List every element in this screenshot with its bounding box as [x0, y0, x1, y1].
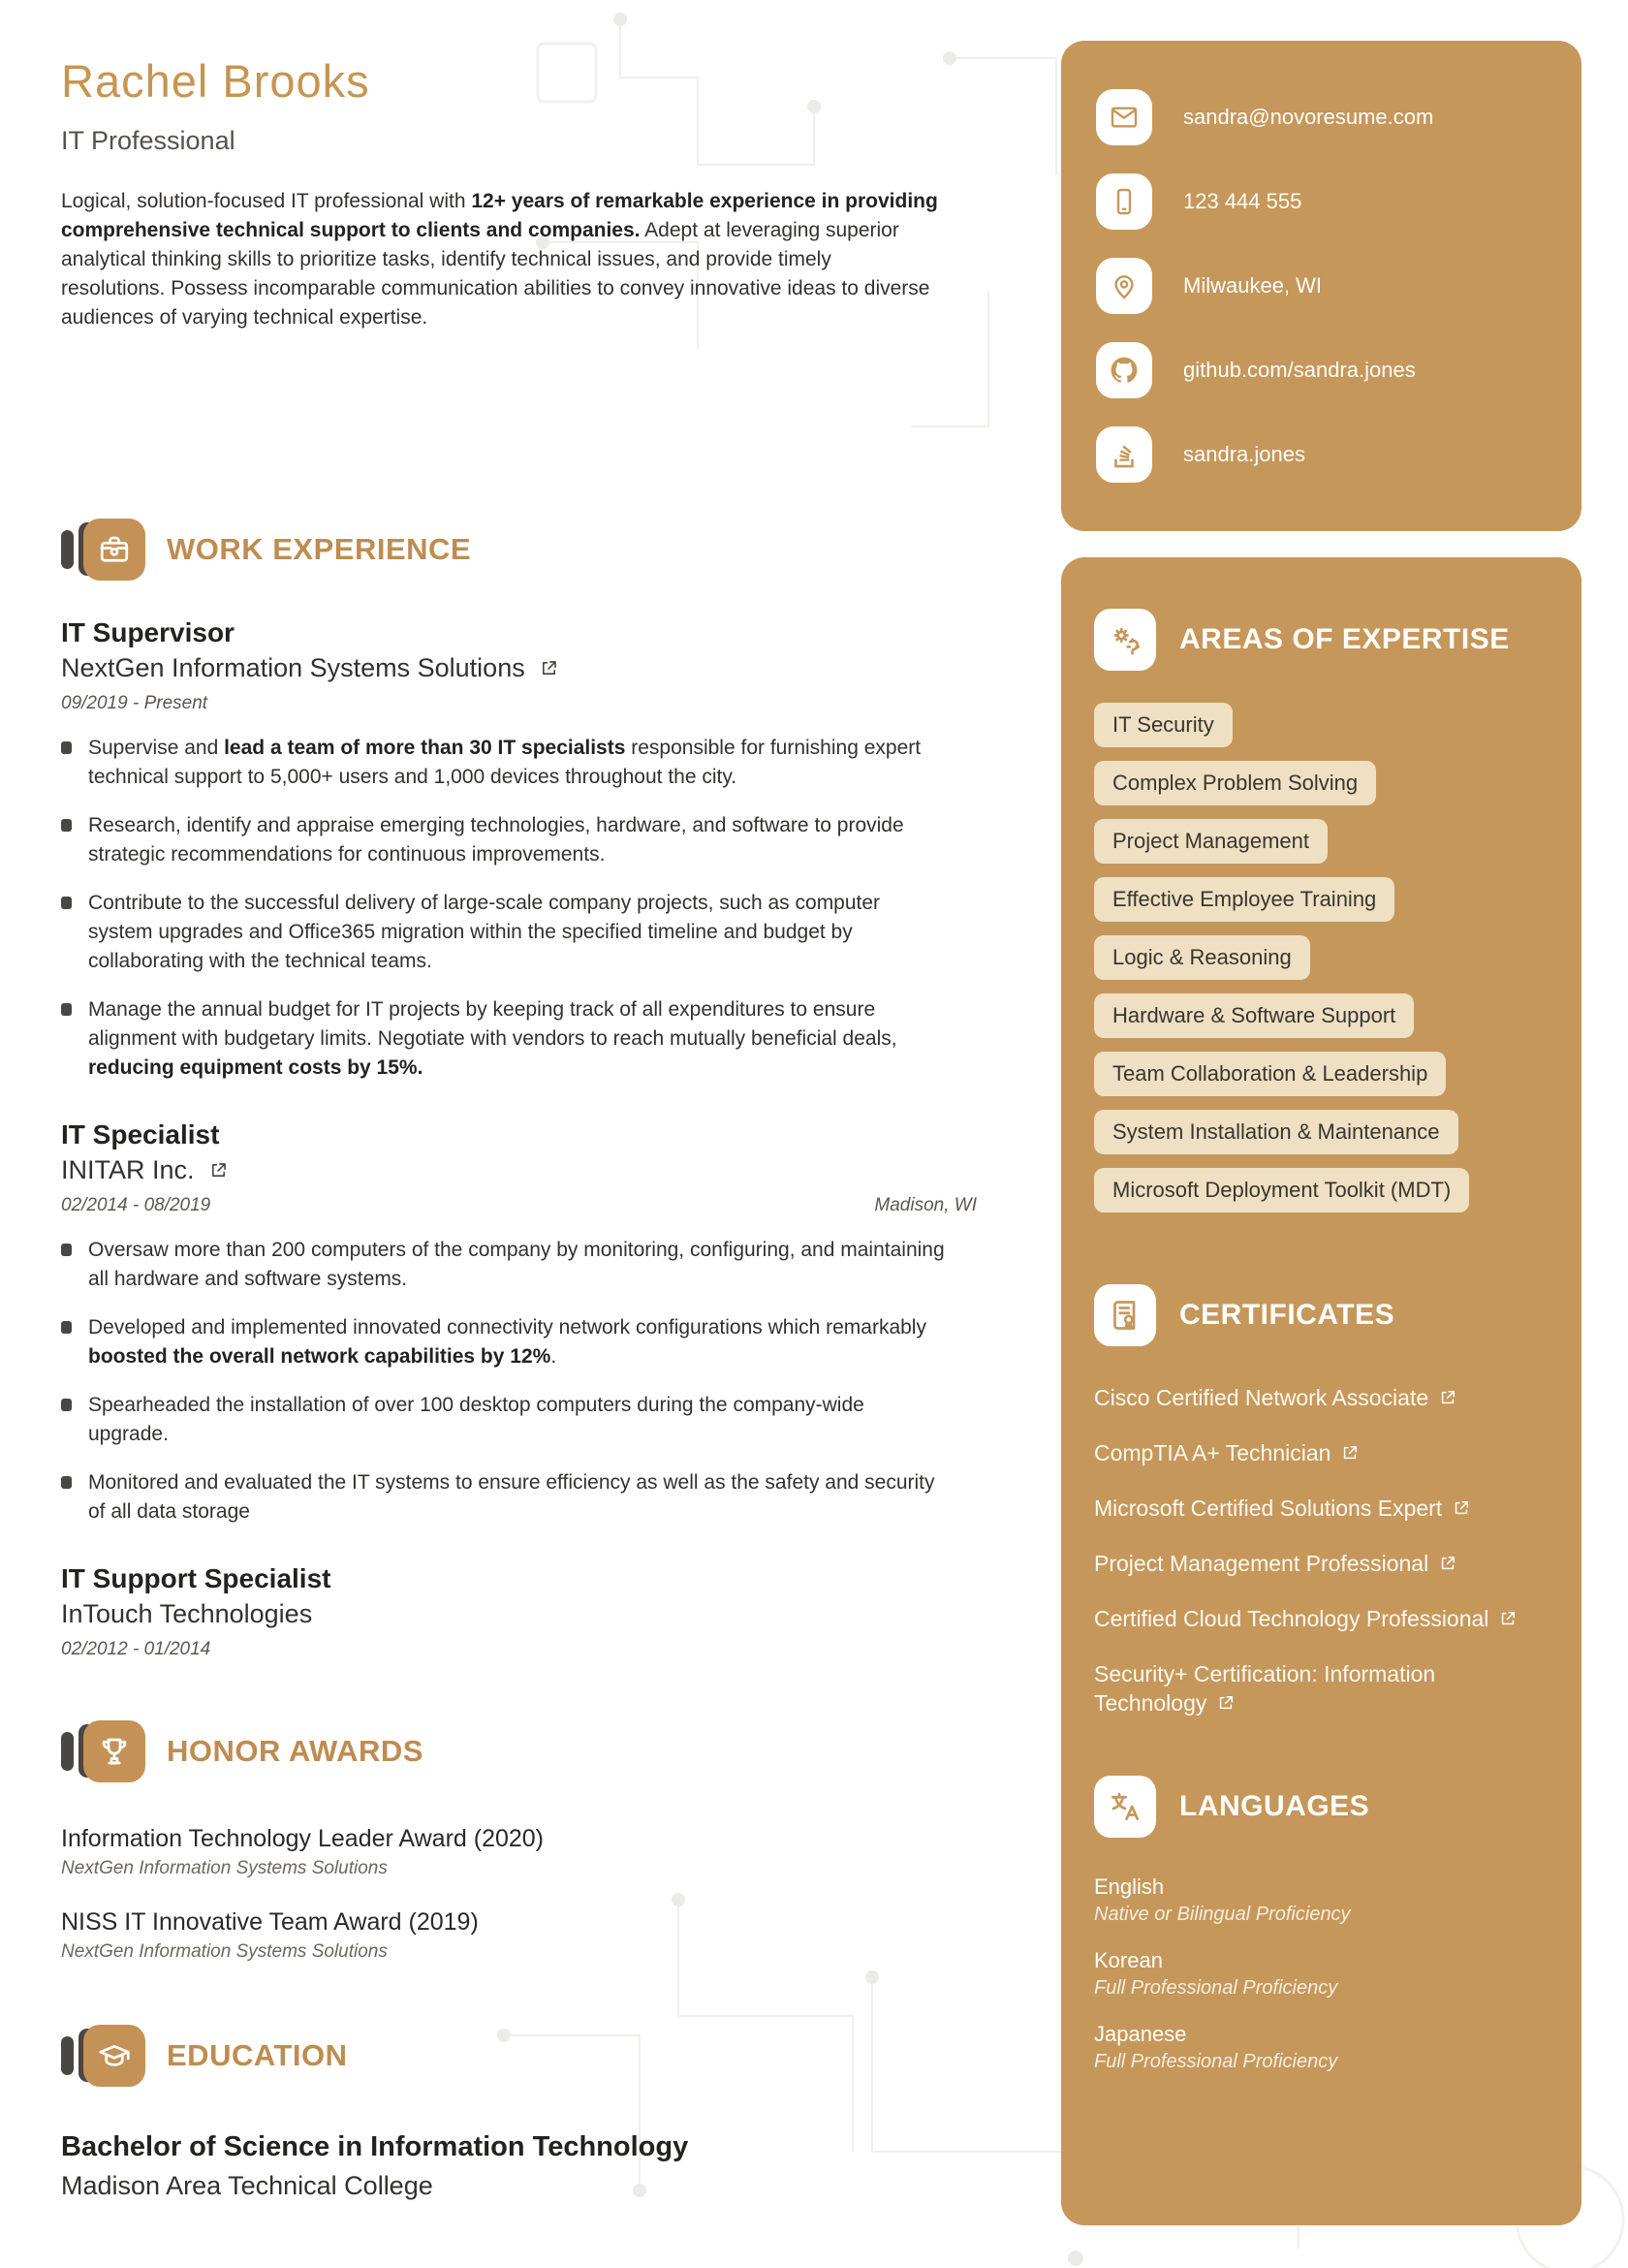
- bullet-marker: [61, 1003, 72, 1016]
- github-icon: [1096, 342, 1152, 398]
- profile-summary: [61, 187, 938, 332]
- job-dates: 02/2012 - 01/2014: [61, 1638, 211, 1659]
- text-segment: 12+ years of remarkable experience in providing comprehensive technical support to clients and companies.: [61, 189, 938, 241]
- sidebar-panel: [1061, 557, 1581, 2225]
- award-entry: [61, 1908, 982, 1963]
- contact-item[interactable]: [1096, 258, 1547, 314]
- job-title: IT Supervisor: [61, 616, 235, 647]
- language-item: [1094, 1948, 1549, 2000]
- main-column: [61, 56, 982, 2201]
- company-name: [61, 1599, 982, 1629]
- skill-chip: IT Security: [1094, 703, 1233, 747]
- certificate-item: [1094, 1383, 1545, 1412]
- award-organization: NextGen Information Systems Solutions: [61, 1940, 388, 1962]
- job-meta: [61, 693, 977, 714]
- section-decoration: [61, 530, 74, 569]
- certificate-item: [1094, 1659, 1545, 1717]
- skill-chip: Team Collaboration & Leadership: [1094, 1052, 1446, 1096]
- briefcase-icon: [83, 519, 145, 581]
- external-link-icon[interactable]: [1438, 1554, 1457, 1573]
- text-segment: Logical, solution-focused IT professional with: [61, 189, 472, 212]
- certificate-icon: [1094, 1284, 1156, 1346]
- text-segment: Developed and implemented innovated connectivity network configurations which remarkably: [88, 1315, 926, 1339]
- language-level: Native or Bilingual Proficiency: [1094, 1904, 1351, 1925]
- award-title: NISS IT Innovative Team Award (2019): [61, 1907, 479, 1936]
- skill-chip: System Installation & Maintenance: [1094, 1110, 1458, 1154]
- job-bullet: [61, 811, 945, 869]
- certificate-name: Project Management Professional: [1094, 1551, 1429, 1576]
- skill-chip-list: [1094, 703, 1549, 1213]
- degree-title: Bachelor of Science in Information Technology: [61, 2130, 689, 2162]
- job-meta: [61, 1195, 977, 1216]
- text-segment: lead a team of more than 30 IT specialists: [224, 736, 626, 759]
- bullet-marker: [61, 819, 72, 832]
- text-segment: Contribute to the successful delivery of large-scale company projects, such as computer system upgrades and Office365 migration within the specified timeline and budget by collaborating with the technical teams.: [88, 891, 881, 972]
- bullet-text: [88, 1391, 945, 1449]
- external-link-icon[interactable]: [1438, 1388, 1457, 1407]
- bullet-marker: [61, 897, 72, 909]
- bullet-text: [88, 1313, 945, 1371]
- graduation-cap-icon: [83, 2025, 145, 2087]
- education-section: [61, 2025, 982, 2201]
- language-level: Full Professional Proficiency: [1094, 1977, 1338, 1999]
- external-link-icon[interactable]: [1498, 1609, 1518, 1628]
- bullet-text: [88, 1236, 945, 1294]
- certificate-list: [1094, 1383, 1549, 1717]
- certificate-item: [1094, 1494, 1545, 1523]
- company-name-text: NextGen Information Systems Solutions: [61, 652, 525, 682]
- language-list: [1094, 1874, 1549, 2073]
- external-link-icon[interactable]: [1340, 1443, 1360, 1463]
- bullet-text: [88, 995, 945, 1083]
- text-segment: responsible for furnishing expert technical support to 5,000+ users and 1,000 devices throughout the city.: [88, 736, 922, 788]
- bullet-marker: [61, 741, 72, 754]
- text-segment: Adept at leveraging superior analytical thinking skills to prioritize tasks, identify technical issues, and provide timely resolutions. Possess incomparable communication abilities to convey innovative ideas to diverse audiences of varying technical expertise.: [61, 218, 930, 329]
- section-title-languages: LANGUAGES: [1179, 1790, 1370, 1822]
- text-segment: Monitored and evaluated the IT systems to ensure efficiency as well as the safety and security of all data storage: [88, 1470, 935, 1523]
- text-segment: Oversaw more than 200 computers of the company by monitoring, configuring, and maintaining all hardware and software systems.: [88, 1238, 945, 1290]
- work-experience-section: [61, 519, 982, 1660]
- job-entry: [61, 1119, 982, 1527]
- external-link-icon[interactable]: [1452, 1498, 1471, 1518]
- bullet-marker: [61, 1399, 72, 1411]
- bullet-marker: [61, 1244, 72, 1256]
- text-segment: Manage the annual budget for IT projects by keeping track of all expenditures to ensure alignment with budgetary limits. Negotiate with vendors to reach mutually beneficial deals,: [88, 997, 897, 1050]
- education-header: [61, 2025, 982, 2087]
- text-segment: Supervise and: [88, 736, 225, 759]
- external-link-icon[interactable]: [1216, 1693, 1236, 1713]
- contact-text: 123 444 555: [1183, 189, 1302, 213]
- bullet-text: [88, 1468, 945, 1527]
- language-name: English: [1094, 1874, 1165, 1899]
- section-title-certificates: CERTIFICATES: [1179, 1299, 1395, 1331]
- email-icon: [1096, 89, 1152, 145]
- job-bullet-list: [61, 734, 945, 1083]
- sidebar: [1061, 41, 1581, 2225]
- section-title-work: WORK EXPERIENCE: [167, 531, 472, 566]
- text-segment: reducing equipment costs by 15%.: [88, 1055, 423, 1079]
- company-name: [61, 1155, 982, 1185]
- job-bullet: [61, 734, 945, 792]
- contact-card: [1061, 41, 1581, 531]
- expertise-header: [1094, 609, 1549, 671]
- job-title: IT Specialist: [61, 1118, 220, 1150]
- section-title-expertise: AREAS OF EXPERTISE: [1179, 623, 1510, 655]
- award-entry: [61, 1825, 982, 1879]
- honor-awards-section: [61, 1720, 982, 1963]
- language-item: [1094, 2022, 1549, 2073]
- award-organization: NextGen Information Systems Solutions: [61, 1857, 388, 1878]
- job-bullet-list: [61, 1236, 945, 1527]
- certificate-name: Cisco Certified Network Associate: [1094, 1385, 1429, 1410]
- job-title: IT Support Specialist: [61, 1562, 331, 1593]
- award-title: Information Technology Leader Award (2020): [61, 1824, 545, 1852]
- company-name: [61, 653, 982, 683]
- section-decoration: [61, 2036, 74, 2075]
- certificate-item: [1094, 1438, 1545, 1467]
- skill-chip: Complex Problem Solving: [1094, 761, 1376, 805]
- skill-chip: Hardware & Software Support: [1094, 993, 1414, 1038]
- phone-icon: [1096, 173, 1152, 230]
- certificate-item: [1094, 1604, 1545, 1633]
- certificate-name: Certified Cloud Technology Professional: [1094, 1606, 1489, 1631]
- contact-item[interactable]: [1096, 173, 1547, 230]
- job-bullet: [61, 889, 945, 976]
- languages-header: [1094, 1776, 1549, 1838]
- contact-text: github.com/sandra.jones: [1183, 358, 1416, 382]
- bullet-marker: [61, 1321, 72, 1334]
- bullet-text: [88, 734, 945, 792]
- job-bullet: [61, 1391, 945, 1449]
- language-level: Full Professional Proficiency: [1094, 2051, 1338, 2072]
- section-title-education: EDUCATION: [167, 2037, 348, 2072]
- job-bullet: [61, 1313, 945, 1371]
- skill-chip: Logic & Reasoning: [1094, 935, 1310, 980]
- section-title-honors: HONOR AWARDS: [167, 1733, 423, 1768]
- contact-text: sandra.jones: [1183, 442, 1305, 466]
- job-entry: [61, 1563, 982, 1660]
- bullet-text: [88, 889, 945, 976]
- external-link-icon[interactable]: [539, 658, 559, 678]
- bullet-marker: [61, 1476, 72, 1489]
- text-segment: boosted the overall network capabilities by 12%: [88, 1344, 551, 1368]
- trophy-icon: [83, 1720, 145, 1782]
- contact-item[interactable]: [1096, 426, 1547, 483]
- job-location: Madison, WI: [874, 1194, 977, 1215]
- job-bullet: [61, 995, 945, 1083]
- certificate-item: [1094, 1549, 1545, 1578]
- skill-chip: Effective Employee Training: [1094, 877, 1394, 922]
- section-decoration: [61, 1732, 74, 1771]
- honor-awards-header: [61, 1720, 982, 1782]
- expertise-icon: [1094, 609, 1156, 671]
- text-segment: .: [550, 1344, 557, 1368]
- person-job-title: IT Professional: [61, 125, 235, 155]
- languages-icon: [1094, 1776, 1156, 1838]
- job-dates: 09/2019 - Present: [61, 692, 208, 713]
- certificate-name: Security+ Certification: Information Technology: [1094, 1661, 1436, 1716]
- certificate-name: Microsoft Certified Solutions Expert: [1094, 1496, 1443, 1521]
- job-bullet: [61, 1468, 945, 1527]
- language-name: Korean: [1094, 1948, 1163, 1972]
- location-icon: [1096, 258, 1152, 314]
- contact-item[interactable]: [1096, 89, 1547, 145]
- contact-text: Milwaukee, WI: [1183, 273, 1323, 298]
- stackoverflow-icon: [1096, 426, 1152, 483]
- job-meta: [61, 1639, 977, 1660]
- text-segment: Spearheaded the installation of over 100 desktop computers during the company-wide upgrade.: [88, 1393, 864, 1445]
- skill-chip: Project Management: [1094, 819, 1328, 864]
- work-experience-header: [61, 519, 982, 581]
- job-bullet: [61, 1236, 945, 1294]
- language-item: [1094, 1874, 1549, 1926]
- skill-chip: Microsoft Deployment Toolkit (MDT): [1094, 1168, 1469, 1213]
- company-name-text: InTouch Technologies: [61, 1598, 313, 1628]
- text-segment: Research, identify and appraise emerging technologies, hardware, and software to provide strategic recommendations for continuous improvements.: [88, 813, 904, 866]
- certificate-name: CompTIA A+ Technician: [1094, 1440, 1331, 1465]
- person-name: Rachel Brooks: [61, 55, 370, 107]
- certificates-header: [1094, 1284, 1549, 1346]
- school-name: Madison Area Technical College: [61, 2170, 433, 2200]
- job-entry: [61, 617, 982, 1083]
- company-name-text: INITAR Inc.: [61, 1154, 195, 1184]
- external-link-icon[interactable]: [208, 1160, 229, 1181]
- contact-item[interactable]: [1096, 342, 1547, 398]
- job-dates: 02/2014 - 08/2019: [61, 1194, 211, 1215]
- contact-text: sandra@novoresume.com: [1183, 105, 1434, 129]
- language-name: Japanese: [1094, 2022, 1187, 2046]
- bullet-text: [88, 811, 945, 869]
